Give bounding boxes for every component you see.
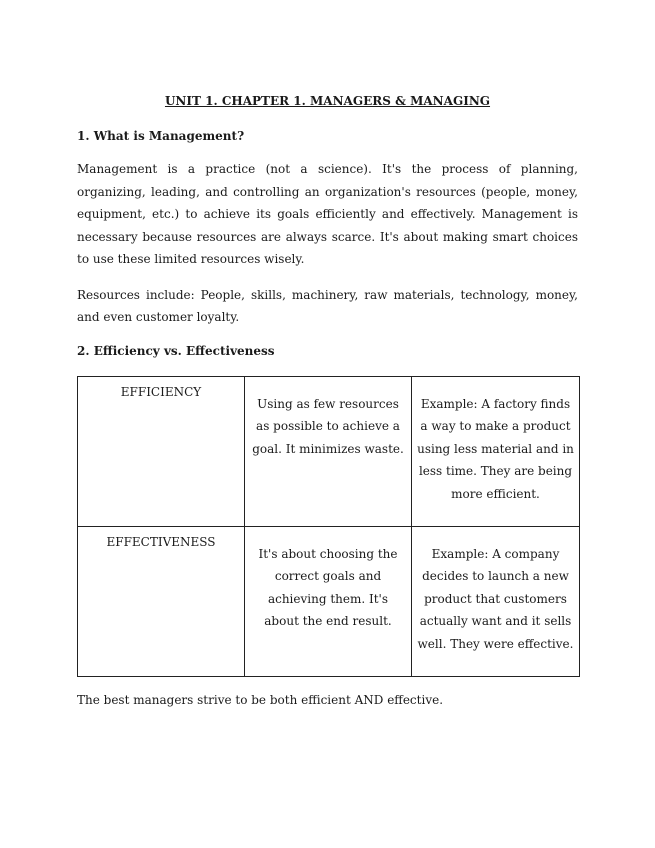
definition-cell [245,526,412,676]
term-efficiency: EFFICIENCY [120,384,202,399]
definition-efficiency: Using as few resources as possible to achieve a goal. It minimizes waste. [252,396,404,456]
definition-cell [245,376,412,526]
section-heading-management: 1. What is Management? [77,129,245,143]
example-effectiveness: Example: A company decides to launch a new product that customers actually want and it sells well. They were effective. [417,546,574,651]
term-cell [78,526,245,676]
table-row [78,526,580,676]
definition-effectiveness: It's about choosing the correct goals and achieving them. It's about the end result. [258,546,398,628]
comparison-table [77,376,580,677]
table-row [78,376,580,526]
example-cell [412,376,580,526]
management-paragraph: Management is a practice (not a science). It's the process of planning, organizing, leading, and controlling an organization's resources (people, money, equipment, etc.) to achieve its goals efficiently and effectively. Management is necessary because resources are always scarce. It's about making smart choices to use these limited resources wisely. [77,162,578,266]
page-title: UNIT 1. CHAPTER 1. MANAGERS & MANAGING [164,94,491,108]
document-page [77,92,578,711]
section-heading-efficiency: 2. Efficiency vs. Effectiveness [77,343,275,358]
conclusion-text: The best managers strive to be both efficient AND effective. [77,692,444,707]
resources-paragraph: Resources include: People, skills, machinery, raw materials, technology, money, and even customer loyalty. [77,287,578,324]
example-cell [412,526,580,676]
term-cell [78,376,245,526]
example-efficiency: Example: A factory finds a way to make a product using less material and in less time. They are being more efficient. [417,396,574,501]
term-effectiveness: EFFECTIVENESS [106,534,216,549]
